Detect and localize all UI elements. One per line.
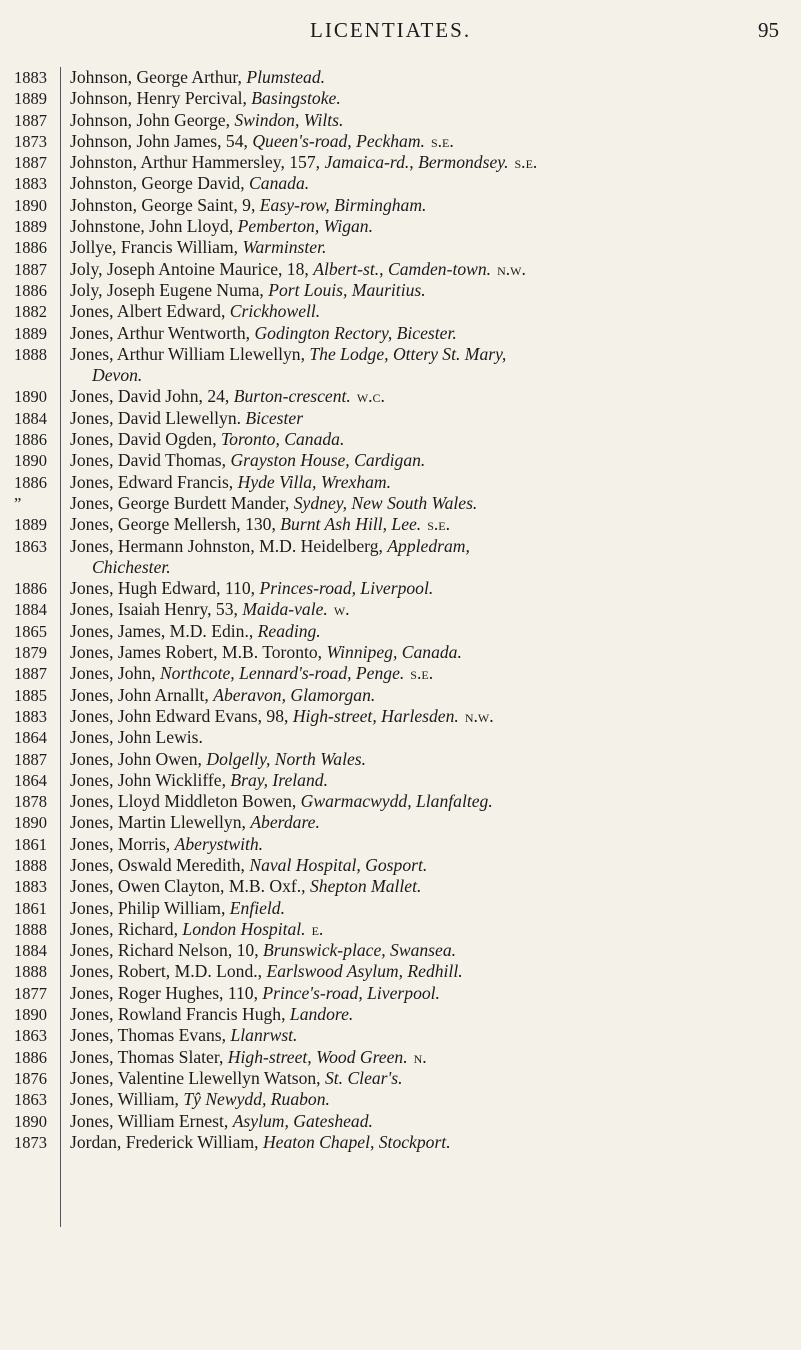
entry-district: w. (333, 599, 350, 620)
entry-address: Port Louis, Mauritius. (268, 279, 426, 300)
list-item (14, 67, 794, 88)
entry-district: n. (413, 1046, 427, 1067)
entry-text (60, 855, 794, 876)
entry-text (60, 110, 794, 131)
entry-text (60, 834, 794, 855)
entry-text (60, 898, 794, 919)
entry-address: Easy-row, Birmingham. (259, 194, 427, 215)
entry-address: Shepton Mallet. (309, 876, 422, 897)
entry-name: Joly, Joseph Antoine Maurice, 18, (70, 258, 309, 279)
entry-text (60, 1132, 794, 1153)
entry-name: Jones, David Llewellyn. (70, 407, 242, 428)
entry-text (60, 67, 794, 88)
entry-name: Jones, John Lewis. (70, 727, 203, 748)
list-item (14, 1111, 794, 1132)
list-item (14, 727, 794, 748)
entry-name: Johnston, George David, (70, 173, 245, 194)
list-item (14, 621, 794, 642)
entry-address: Llanrwst. (230, 1025, 298, 1046)
entry-text (60, 876, 794, 897)
entry-address: Burnt Ash Hill, Lee. (280, 514, 422, 535)
entry-year: 1886 (14, 579, 47, 599)
entry-address: Enfield. (229, 897, 285, 918)
entry-text (60, 983, 794, 1004)
entry-address: Brunswick-place, Swansea. (263, 940, 457, 961)
entry-text (60, 791, 794, 812)
entry-name: Jones, Valentine Llewellyn Watson, (70, 1067, 321, 1088)
entry-year: 1887 (14, 749, 47, 769)
entry-name: Jones, John Edward Evans, 98, (70, 705, 289, 726)
entry-year: ” (14, 493, 22, 513)
entry-year: 1884 (14, 941, 47, 961)
entry-address: Reading. (257, 620, 321, 641)
entry-text (60, 493, 794, 514)
list-item (14, 855, 794, 876)
entry-year: 1889 (14, 515, 47, 535)
entry-text (60, 450, 794, 471)
entry-year: 1877 (14, 983, 47, 1003)
entry-address: Albert-st., Camden-town. (313, 258, 492, 279)
list-item (14, 88, 794, 109)
entry-year: 1873 (14, 131, 47, 151)
entry-year: 1887 (14, 110, 47, 130)
entry-address: Prince's-road, Liverpool. (262, 982, 440, 1003)
entry-year: 1884 (14, 408, 47, 428)
list-item (14, 642, 794, 663)
entry-address: Crickhowell. (229, 301, 321, 322)
entry-name: Jones, Isaiah Henry, 53, (70, 599, 238, 620)
entry-year: 1890 (14, 813, 47, 833)
entry-text (60, 706, 794, 727)
page-header (0, 18, 801, 46)
entry-text (60, 770, 794, 791)
entry-text (60, 1089, 794, 1110)
entry-name: Jones, Roger Hughes, 110, (70, 982, 258, 1003)
entry-address: Jamaica-rd., Bermondsey. (324, 152, 509, 173)
entry-text (60, 259, 794, 280)
entry-name: Johnstone, John Lloyd, (70, 216, 234, 237)
entry-district: s.e. (410, 663, 434, 684)
entry-name: Johnson, George Arthur, (70, 67, 242, 87)
entry-address: Sydney, New South Wales. (293, 492, 478, 513)
entry-address: Pemberton, Wigan. (237, 216, 373, 237)
entry-year: 1864 (14, 770, 47, 790)
list-item (14, 706, 794, 727)
entry-text (60, 344, 794, 387)
list-item (14, 110, 794, 131)
entry-year: 1886 (14, 1047, 47, 1067)
list-item (14, 216, 794, 237)
list-item (14, 131, 794, 152)
list-item (14, 237, 794, 258)
list-item (14, 1025, 794, 1046)
entry-address: Queen's-road, Peckham. (252, 130, 425, 151)
entry-address: Gwarmacwydd, Llanfalteg. (300, 791, 493, 812)
entry-name: Joly, Joseph Eugene Numa, (70, 279, 264, 300)
entry-year: 1887 (14, 664, 47, 684)
entry-name: Johnson, John James, 54, (70, 130, 248, 151)
list-item (14, 195, 794, 216)
entry-address: Warminster. (242, 237, 327, 258)
entry-year: 1863 (14, 536, 47, 556)
entry-name: Jones, John Wickliffe, (70, 769, 226, 790)
entry-address: Basingstoke. (251, 88, 341, 109)
entry-address: Plumstead. (246, 67, 326, 87)
entry-year: 1865 (14, 621, 47, 641)
entry-district: e. (311, 918, 324, 939)
entry-name: Jones, Oswald Meredith, (70, 854, 245, 875)
list-item (14, 536, 794, 579)
entry-year: 1876 (14, 1068, 47, 1088)
entry-address: Swindon, Wilts. (234, 109, 344, 130)
entry-address: Landore. (289, 1004, 354, 1025)
list-item (14, 919, 794, 940)
entry-name: Jones, Albert Edward, (70, 301, 226, 322)
entry-name: Jones, William, (70, 1089, 179, 1110)
entry-text (60, 919, 794, 940)
entry-year: 1886 (14, 472, 47, 492)
entry-address: London Hospital. (182, 918, 306, 939)
list-item (14, 749, 794, 770)
entry-text (60, 88, 794, 109)
entry-text (60, 1111, 794, 1132)
entry-name: Jones, Lloyd Middleton Bowen, (70, 791, 297, 812)
entry-year: 1863 (14, 1026, 47, 1046)
entry-text (60, 216, 794, 237)
entry-name: Jones, John Owen, (70, 748, 202, 769)
entry-text (60, 685, 794, 706)
entry-address: High-street, Wood Green. (227, 1046, 408, 1067)
list-item (14, 280, 794, 301)
entry-address: Northcote, Lennard's-road, Penge. (159, 663, 405, 684)
list-item (14, 429, 794, 450)
entry-name: Jones, David Ogden, (70, 429, 217, 450)
entry-year: 1884 (14, 600, 47, 620)
entry-text (60, 514, 794, 535)
entry-year: 1889 (14, 89, 47, 109)
entry-year: 1864 (14, 728, 47, 748)
list-item (14, 259, 794, 280)
entry-address: Aberdare. (250, 812, 320, 833)
entry-address-continued: Devon. (92, 365, 143, 386)
entry-text (60, 940, 794, 961)
entry-address: Winnipeg, Canada. (326, 642, 462, 663)
entry-name: Jones, James Robert, M.B. Toronto, (70, 642, 323, 663)
entry-address: St. Clear's. (324, 1067, 403, 1088)
list-item (14, 685, 794, 706)
list-item (14, 961, 794, 982)
entry-year: 1879 (14, 643, 47, 663)
entry-text (60, 152, 794, 173)
entry-district: n.w. (497, 258, 526, 279)
entry-year: 1890 (14, 195, 47, 215)
entry-year: 1886 (14, 430, 47, 450)
entry-name: Jones, Hermann Johnston, M.D. Heidelberg, (70, 535, 383, 556)
entry-year: 1883 (14, 877, 47, 897)
entry-year: 1890 (14, 387, 47, 407)
entry-name: Johnson, Henry Percival, (70, 88, 247, 109)
entry-address: High-street, Harlesden. (292, 705, 459, 726)
list-item (14, 514, 794, 535)
entry-year: 1890 (14, 1111, 47, 1131)
entry-year: 1889 (14, 217, 47, 237)
licentiate-list (14, 67, 794, 1153)
entry-name: Jones, David John, 24, (70, 386, 230, 407)
entry-name: Jones, John Arnallt, (70, 684, 209, 705)
entry-name: Jones, David Thomas, (70, 450, 227, 471)
running-title: LICENTIATES. (310, 18, 472, 42)
entry-name: Jones, Edward Francis, (70, 471, 234, 492)
entry-year: 1883 (14, 706, 47, 726)
entry-text (60, 642, 794, 663)
entry-year: 1888 (14, 919, 47, 939)
entry-district: s.e. (427, 514, 451, 535)
entry-year: 1861 (14, 834, 47, 854)
entry-address: Godington Rectory, Bicester. (254, 322, 457, 343)
list-item (14, 173, 794, 194)
entry-year: 1886 (14, 238, 47, 258)
list-item (14, 791, 794, 812)
entry-year: 1882 (14, 302, 47, 322)
entry-year: 1883 (14, 174, 47, 194)
entry-name: Jones, Rowland Francis Hugh, (70, 1004, 286, 1025)
entry-text (60, 599, 794, 620)
entry-address: Dolgelly, North Wales. (206, 748, 367, 769)
entry-text (60, 131, 794, 152)
entry-text (60, 1047, 794, 1068)
list-item (14, 493, 794, 514)
entry-year: 1888 (14, 962, 47, 982)
entry-address: Aberystwith. (174, 833, 264, 854)
entry-name: Jones, Martin Llewellyn, (70, 812, 246, 833)
entry-name: Jones, Arthur Wentworth, (70, 322, 251, 343)
list-item (14, 898, 794, 919)
entry-address: The Lodge, Ottery St. Mary, (309, 343, 507, 364)
list-item (14, 1004, 794, 1025)
entry-address: Tŷ Newydd, Ruabon. (183, 1089, 330, 1110)
entry-name: Jones, Richard, (70, 918, 178, 939)
entry-text (60, 578, 794, 599)
entry-address: Appledram, (387, 535, 470, 556)
entry-address: Canada. (249, 173, 310, 194)
list-item (14, 599, 794, 620)
entry-text (60, 323, 794, 344)
entry-text (60, 961, 794, 982)
entry-name: Jones, George Mellersh, 130, (70, 514, 276, 535)
list-item (14, 344, 794, 387)
entry-address: Maida-vale. (242, 599, 328, 620)
entry-name: Jones, John, (70, 663, 156, 684)
entry-text (60, 1025, 794, 1046)
entry-name: Jones, Philip William, (70, 897, 226, 918)
list-item (14, 1089, 794, 1110)
entry-name: Jordan, Frederick William, (70, 1131, 259, 1152)
entry-district: s.e. (430, 130, 454, 151)
entry-year: 1873 (14, 1132, 47, 1152)
entry-name: Johnston, Arthur Hammersley, 157, (70, 152, 321, 173)
entry-year: 1861 (14, 898, 47, 918)
entry-text (60, 280, 794, 301)
list-item (14, 386, 794, 407)
list-item (14, 876, 794, 897)
entry-text (60, 173, 794, 194)
entry-name: Jones, Robert, M.D. Lond., (70, 961, 263, 982)
entry-text (60, 1068, 794, 1089)
entry-year: 1887 (14, 259, 47, 279)
entry-address: Asylum, Gateshead. (232, 1110, 373, 1131)
entry-name: Jones, Owen Clayton, M.B. Oxf., (70, 876, 306, 897)
entry-text (60, 472, 794, 493)
list-item (14, 152, 794, 173)
entry-text (60, 301, 794, 322)
entry-address: Earlswood Asylum, Redhill. (266, 961, 463, 982)
entry-address: Aberavon, Glamorgan. (213, 684, 376, 705)
entry-year: 1885 (14, 685, 47, 705)
entry-address: Hyde Villa, Wrexham. (237, 471, 392, 492)
entry-address: Bicester (245, 407, 304, 428)
entry-name: Johnston, George Saint, 9, (70, 194, 256, 215)
entry-text (60, 749, 794, 770)
entry-text (60, 429, 794, 450)
entry-name: Jones, Arthur William Llewellyn, (70, 343, 305, 364)
entry-name: Jones, Richard Nelson, 10, (70, 940, 259, 961)
entry-name: Jones, William Ernest, (70, 1110, 229, 1131)
entry-name: Jollye, Francis William, (70, 237, 239, 258)
entry-text (60, 663, 794, 684)
entry-address-continued: Chichester. (92, 556, 171, 577)
entry-text (60, 727, 794, 748)
list-item (14, 812, 794, 833)
entry-year: 1888 (14, 344, 47, 364)
entry-text (60, 812, 794, 833)
list-item (14, 834, 794, 855)
entry-year: 1886 (14, 280, 47, 300)
entry-year: 1887 (14, 153, 47, 173)
entry-district: w.c. (356, 386, 385, 407)
list-item (14, 450, 794, 471)
list-item (14, 663, 794, 684)
entry-text (60, 536, 794, 579)
entry-year: 1889 (14, 323, 47, 343)
entry-name: Jones, Thomas Slater, (70, 1046, 224, 1067)
entry-year: 1883 (14, 68, 47, 87)
entry-address: Naval Hospital, Gosport. (249, 854, 428, 875)
entry-district: s.e. (514, 152, 538, 173)
entry-name: Jones, Hugh Edward, 110, (70, 578, 256, 599)
entry-name: Jones, James, M.D. Edin., (70, 620, 254, 641)
entry-name: Jones, George Burdett Mander, (70, 492, 290, 513)
entry-year: 1878 (14, 792, 47, 812)
entry-address: Princes-road, Liverpool. (259, 578, 434, 599)
entry-address: Heaton Chapel, Stockport. (262, 1131, 451, 1152)
entry-year: 1863 (14, 1090, 47, 1110)
entry-text (60, 1004, 794, 1025)
list-item (14, 1068, 794, 1089)
list-item (14, 472, 794, 493)
list-item (14, 770, 794, 791)
entry-year: 1888 (14, 855, 47, 875)
entry-name: Jones, Morris, (70, 833, 171, 854)
list-item (14, 940, 794, 961)
list-item (14, 1047, 794, 1068)
list-item (14, 1132, 794, 1153)
entry-text (60, 195, 794, 216)
entry-district: n.w. (464, 705, 494, 726)
entry-text (60, 621, 794, 642)
entry-address: Grayston House, Cardigan. (230, 450, 426, 471)
list-item (14, 983, 794, 1004)
entry-text (60, 386, 794, 407)
entry-year: 1890 (14, 451, 47, 471)
entry-text (60, 237, 794, 258)
list-item (14, 408, 794, 429)
list-item (14, 301, 794, 322)
entry-name: Jones, Thomas Evans, (70, 1025, 227, 1046)
entry-address: Bray, Ireland. (230, 769, 328, 790)
entry-year: 1890 (14, 1005, 47, 1025)
entry-name: Johnson, John George, (70, 109, 230, 130)
list-item (14, 323, 794, 344)
page-number: 95 (758, 18, 779, 42)
list-item (14, 578, 794, 599)
entry-address: Burton-crescent. (233, 386, 351, 407)
entry-address: Toronto, Canada. (221, 429, 345, 450)
entry-text (60, 408, 794, 429)
